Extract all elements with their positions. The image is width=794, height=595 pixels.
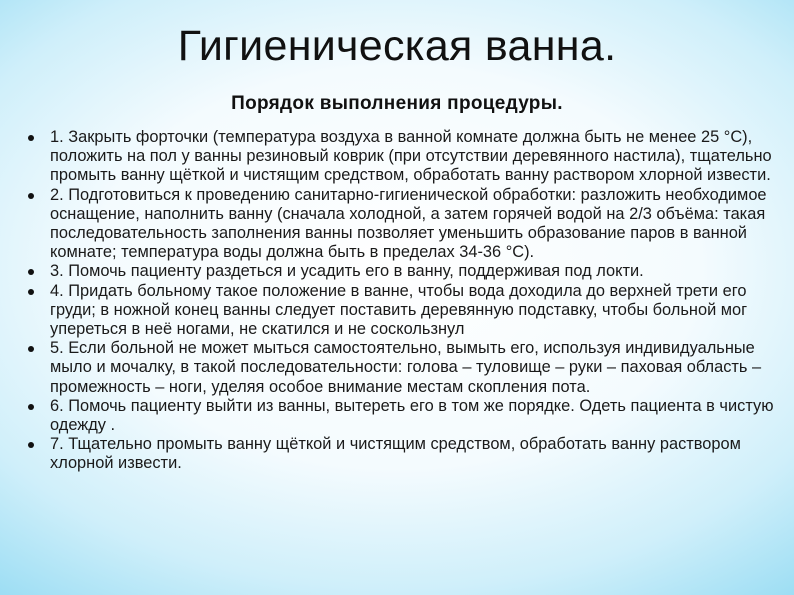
step-text: 4. Придать больному такое положение в ванне, чтобы вода доходила до верхней трети его груди; в ножной конец ванны следует поставить деревянную подставку, чтобы больной мог упереться в неё ногами, не скатился и не соскользнул [50, 281, 748, 339]
list-item [26, 128, 778, 186]
list-item [26, 397, 778, 435]
step-text: 1. Закрыть форточки (температура воздуха в ванной комнате должна быть не менее 25 °С), положить на пол у ванны резиновый коврик (при отсутствии деревянного настила), тщательно промыть ванну щёткой и чистящим средством, обработать ванну раствором хлорной извести. [50, 128, 772, 185]
bullet-icon [28, 289, 34, 295]
step-text: 5. Если больной не может мыться самостоятельно, вымыть его, используя индивидуальные мыло и мочалку, в такой последовательности: голова – туловище – руки – паховая область – промежность – ноги, уделяя особое внимание местам скопления пота. [50, 339, 762, 396]
step-text: 6. Помочь пациенту выйти из ванны, вытереть его в том же порядке. Одеть пациента в чистую одежду . [50, 396, 774, 435]
step-text: 2. Подготовиться к проведению санитарно-гигиенической обработки: разложить необходимое оснащение, наполнить ванну (сначала холодной, а затем горячей водой на 2/3 объёма: такая последовательность заполнения ванны позволяет уменьшить образование паров в ванной комнате; температура воды должна быть в пределах 34-36 °С). [50, 185, 767, 262]
bullet-icon [28, 442, 34, 448]
bullet-icon [28, 269, 34, 275]
bullet-icon [28, 135, 34, 141]
step-text: 3. Помочь пациенту раздеться и усадить его в ванну, поддерживая под локти. [50, 262, 644, 281]
procedure-steps-list [26, 128, 778, 474]
slide-title: Гигиеническая ванна. [177, 22, 617, 70]
list-item [26, 282, 778, 340]
bullet-icon [28, 346, 34, 352]
list-item [26, 435, 778, 473]
bullet-icon [28, 193, 34, 199]
slide-subtitle: Порядок выполнения процедуры. [231, 93, 563, 114]
list-item [26, 262, 778, 281]
list-item [26, 339, 778, 397]
step-text: 7. Тщательно промыть ванну щёткой и чистящим средством, обработать ванну раствором хлорной извести. [50, 435, 741, 473]
list-item [26, 186, 778, 263]
bullet-icon [28, 404, 34, 410]
